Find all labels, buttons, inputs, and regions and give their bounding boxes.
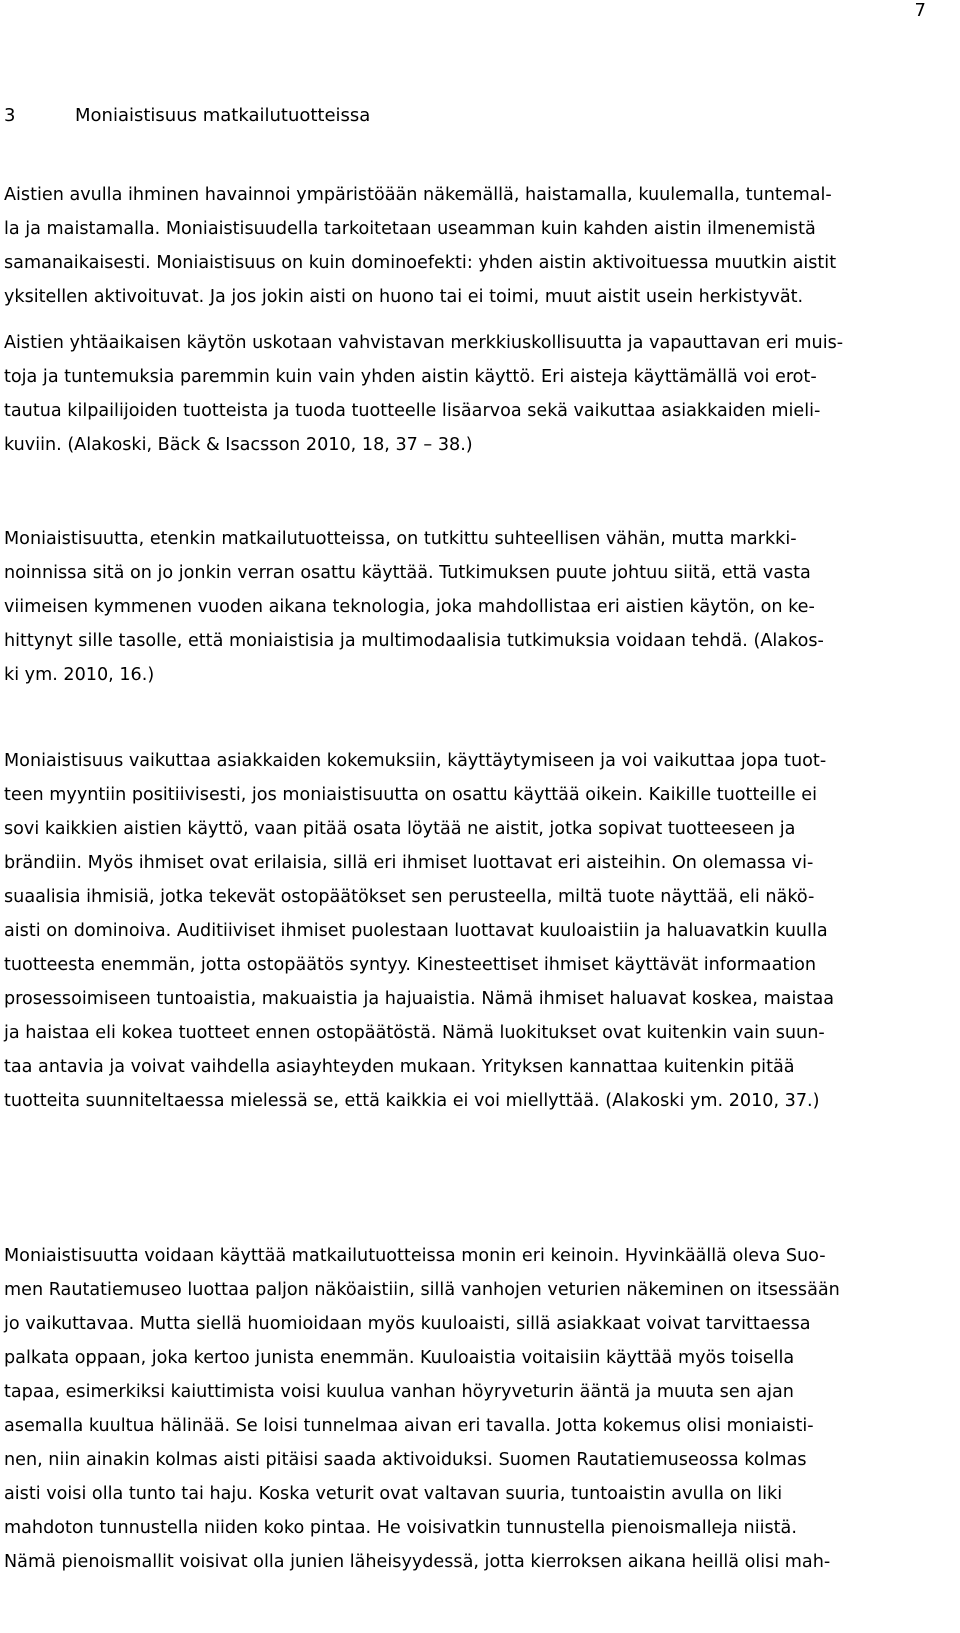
page-number: 7 xyxy=(914,0,926,21)
text-line: brändiin. Myös ihmiset ovat erilaisia, sillä eri ihmiset luottavat eri aisteihin. On olemassa vi- xyxy=(4,853,814,873)
text-line: suaalisia ihmisiä, jotka tekevät ostopäätökset sen perusteella, miltä tuote näyttää, eli näkö- xyxy=(4,887,815,907)
text-line: viimeisen kymmenen vuoden aikana teknologia, joka mahdollistaa eri aistien käytön, on ke- xyxy=(4,597,815,617)
text-line: sovi kaikkien aistien käyttö, vaan pitää osata löytää ne aistit, jotka sopivat tuotteeseen ja xyxy=(4,819,796,839)
text-line: Aistien avulla ihminen havainnoi ympäristöään näkemällä, haistamalla, kuulemalla, tuntemal- xyxy=(4,185,832,205)
text-line: palkata oppaan, joka kertoo junista enemmän. Kuuloaistia voitaisiin käyttää myös toisella xyxy=(4,1348,795,1368)
text-line: hittynyt sille tasolle, että moniaistisia ja multimodaalisia tutkimuksia voidaan tehdä. (Alakos- xyxy=(4,631,824,651)
text-line: noinnissa sitä on jo jonkin verran osattu käyttää. Tutkimuksen puute johtuu siitä, että vasta xyxy=(4,563,811,583)
text-line: Nämä pienoismallit voisivat olla junien läheisyydessä, jotta kierroksen aikana heillä olisi mah- xyxy=(4,1552,831,1572)
text-line: toja ja tuntemuksia paremmin kuin vain yhden aistin käyttö. Eri aisteja käyttämällä voi erot- xyxy=(4,367,817,387)
text-line: Moniaistisuus vaikuttaa asiakkaiden kokemuksiin, käyttäytymiseen ja voi vaikuttaa jopa tuot- xyxy=(4,751,827,771)
text-line: aisti voisi olla tunto tai haju. Koska veturit ovat valtavan suuria, tuntoaistin avulla on liki xyxy=(4,1484,783,1504)
text-line: samanaikaisesti. Moniaistisuus on kuin dominoefekti: yhden aistin aktivoituessa muutkin aistit xyxy=(4,253,837,273)
section-title: Moniaistisuus matkailutuotteissa xyxy=(75,105,371,126)
text-line: la ja maistamalla. Moniaistisuudella tarkoitetaan useamman kuin kahden aistin ilmenemistä xyxy=(4,219,816,239)
text-line: Moniaistisuutta, etenkin matkailutuotteissa, on tutkittu suhteellisen vähän, mutta markki- xyxy=(4,529,797,549)
text-line: taa antavia ja voivat vaihdella asiayhteyden mukaan. Yrityksen kannattaa kuitenkin pitää xyxy=(4,1057,795,1077)
text-line: tautua kilpailijoiden tuotteista ja tuoda tuotteelle lisäarvoa sekä vaikuttaa asiakkaiden mieli- xyxy=(4,401,821,421)
text-line: teen myyntiin positiivisesti, jos moniaistisuutta on osattu käyttää oikein. Kaikille tuotteille ei xyxy=(4,785,817,805)
text-line: ki ym. 2010, 16.) xyxy=(4,665,155,685)
text-line: ja haistaa eli kokea tuotteet ennen ostopäätöstä. Nämä luokitukset ovat kuitenkin vain suun- xyxy=(4,1023,825,1043)
text-line: tapaa, esimerkiksi kaiuttimista voisi kuulua vanhan höyryveturin ääntä ja muuta sen ajan xyxy=(4,1382,794,1402)
text-line: nen, niin ainakin kolmas aisti pitäisi saada aktivoiduksi. Suomen Rautatiemuseossa kolmas xyxy=(4,1450,807,1470)
text-line: tuotteita suunniteltaessa mielessä se, että kaikkia ei voi miellyttää. (Alakoski ym. 2010, 37.) xyxy=(4,1091,820,1111)
text-line: mahdoton tunnustella niiden koko pintaa. He voisivatkin tunnustella pienoismalleja niistä. xyxy=(4,1518,797,1538)
text-line: jo vaikuttavaa. Mutta siellä huomioidaan myös kuuloaisti, sillä asiakkaat voivat tarvittaessa xyxy=(4,1314,811,1334)
text-line: tuotteesta enemmän, jotta ostopäätös syntyy. Kinesteettiset ihmiset käyttävät informaation xyxy=(4,955,817,975)
text-line: Moniaistisuutta voidaan käyttää matkailutuotteissa monin eri keinoin. Hyvinkäällä oleva Suo- xyxy=(4,1246,826,1266)
text-line: men Rautatiemuseo luottaa paljon näköaistiin, sillä vanhojen veturien näkeminen on itsessään xyxy=(4,1280,840,1300)
text-line: aisti on dominoiva. Auditiiviset ihmiset puolestaan luottavat kuuloaistiin ja haluavatkin kuulla xyxy=(4,921,828,941)
text-line: kuviin. (Alakoski, Bäck & Isacsson 2010, 18, 37 – 38.) xyxy=(4,435,473,455)
text-line: Aistien yhtäaikaisen käytön uskotaan vahvistavan merkkiuskollisuutta ja vapauttavan eri muis- xyxy=(4,333,844,353)
text-line: prosessoimiseen tuntoaistia, makuaistia ja hajuaistia. Nämä ihmiset haluavat koskea, maistaa xyxy=(4,989,835,1009)
text-line: yksitellen aktivoituvat. Ja jos jokin aisti on huono tai ei toimi, muut aistit usein herkistyvät. xyxy=(4,287,804,307)
section-number: 3 xyxy=(4,105,16,126)
text-line: asemalla kuultua hälinää. Se loisi tunnelmaa aivan eri tavalla. Jotta kokemus olisi moniaisti- xyxy=(4,1416,814,1436)
